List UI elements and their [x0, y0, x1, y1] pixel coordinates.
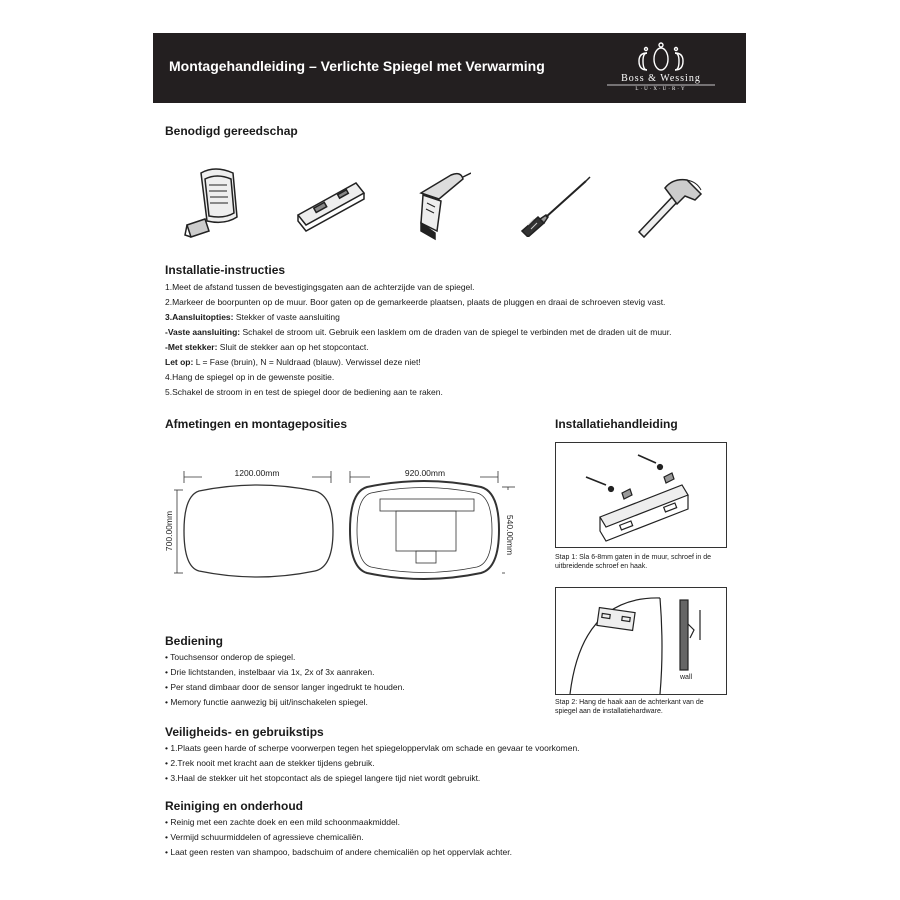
install-step-3-text: Stekker of vaste aansluiting: [233, 312, 340, 322]
cleaning-list: [165, 815, 512, 860]
brand-name: Boss & Wessing: [621, 73, 701, 84]
step1-caption: Stap 1: Sla 6-8mm gaten in de muur, schroef in de uitbreidende schroef en haak.: [555, 554, 712, 570]
screwdriver-icon: [516, 173, 594, 237]
front-width-label: 1200.00mm: [202, 468, 312, 478]
fixed-connection-text: Schakel de stroom uit. Gebruik een lasklem om de draden van de spiegel te verbinden met de draden uit de muur.: [240, 327, 672, 337]
safety-heading: Veiligheids- en gebruikstips: [165, 725, 324, 739]
back-height-label: 540.00mm: [505, 490, 515, 580]
tools-heading: Benodigd gereedschap: [165, 124, 298, 138]
install-warning: [165, 355, 672, 370]
dimensions-heading: Afmetingen en montageposities: [165, 417, 348, 431]
plug-connection-label: -Met stekker:: [165, 342, 218, 352]
list-item: • Memory functie aanwezig bij uit/inschakelen spiegel.: [165, 697, 368, 707]
list-item: • Vermijd schuurmiddelen of agressieve chemicaliën.: [165, 832, 364, 842]
back-width-label: 920.00mm: [370, 468, 480, 478]
install-fixed-connection: [165, 325, 672, 340]
controls-heading: Bediening: [165, 634, 224, 648]
brand-divider: [607, 84, 715, 86]
brand-logo: [601, 41, 721, 97]
list-item: • 1.Plaats geen harde of scherpe voorwerpen tegen het spiegeloppervlak om schade en gevaar te voorkomen.: [165, 743, 580, 753]
page-title: Montagehandleiding – Verlichte Spiegel met Verwarming: [169, 58, 545, 74]
warning-label: Let op:: [165, 357, 194, 367]
install-step-1: 1.Meet de afstand tussen de bevestigingsgaten aan de achterzijde van de spiegel.: [165, 282, 475, 292]
step2-caption: Stap 2: Hang de haak aan de achterkant van de spiegel aan de installatiehardware.: [555, 699, 704, 715]
list-item: • Touchsensor onderop de spiegel.: [165, 652, 296, 662]
step1-figure: [555, 442, 727, 548]
bracket-icon: [556, 443, 726, 547]
install-instructions: [165, 280, 672, 400]
list-item: • Per stand dimbaar door de sensor langer ingedrukt te houden.: [165, 682, 405, 692]
install-step-3: [165, 310, 672, 325]
spirit-level-icon: [292, 173, 370, 235]
drill-icon: [411, 163, 471, 243]
list-item: • 2.Trek nooit met kracht aan de stekker tijdens gebruik.: [165, 758, 375, 768]
wall-label: wall: [680, 674, 693, 681]
install-heading: Installatie-instructies: [165, 263, 286, 277]
dimensions-drawing: [165, 465, 525, 580]
tape-measure-icon: [183, 163, 245, 241]
install-step-3-label: 3.Aansluitopties:: [165, 312, 234, 322]
crown-icon: [601, 41, 721, 75]
install-step-5: 5.Schakel de stroom in en test de spiegel door de bediening aan te raken.: [165, 387, 443, 397]
cleaning-heading: Reiniging en onderhoud: [165, 799, 303, 813]
install-step-4: 4.Hang de spiegel op in de gewenste positie.: [165, 372, 335, 382]
list-item: • Reinig met een zachte doek en een mild schoonmaakmiddel.: [165, 817, 400, 827]
safety-list: [165, 741, 580, 786]
plug-connection-text: Sluit de stekker aan op het stopcontact.: [217, 342, 369, 352]
list-item: • Laat geen resten van shampoo, badschuim of andere chemicaliën op het oppervlak achter.: [165, 847, 512, 857]
step2-figure: [555, 587, 727, 695]
list-item: • 3.Haal de stekker uit het stopcontact als de spiegel langere tijd niet wordt gebruikt.: [165, 773, 481, 783]
fixed-connection-label: -Vaste aansluiting:: [165, 327, 241, 337]
install-step-2: 2.Markeer de boorpunten op de muur. Boor gaten op de gemarkeerde plaatsen, plaats de pluggen en draai de schroeven stevig vast.: [165, 297, 666, 307]
hammer-icon: [635, 176, 705, 240]
brand-tagline: L·U·X·U·R·Y: [635, 87, 687, 92]
header-banner: [153, 33, 746, 103]
guide-heading: Installatiehandleiding: [555, 417, 678, 431]
controls-list: [165, 650, 405, 710]
front-height-label: 700.00mm: [164, 486, 174, 576]
install-plug-connection: [165, 340, 672, 355]
mirror-hanging-icon: [556, 588, 726, 694]
warning-text: L = Fase (bruin), N = Nuldraad (blauw). Verwissel deze niet!: [193, 357, 421, 367]
list-item: • Drie lichtstanden, instelbaar via 1x, 2x of 3x aanraken.: [165, 667, 375, 677]
